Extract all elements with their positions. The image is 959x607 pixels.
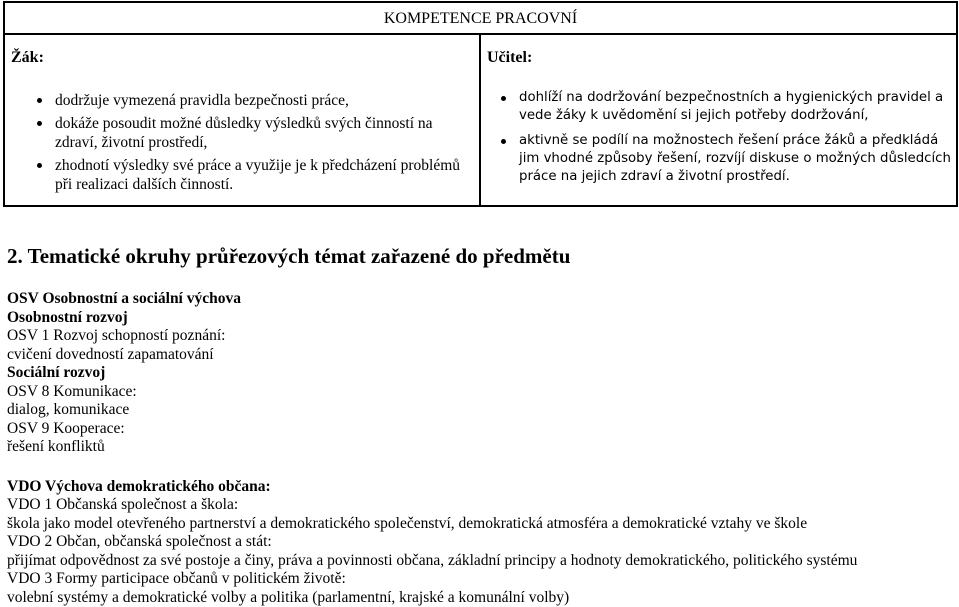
- list-item: dohlíží na dodržování bezpečnostních a hygienických pravidel a vede žáky k uvědomění si jejich potřeby dodržování,: [497, 89, 957, 125]
- list-item: dodržuje vymezená pravidla bezpečnosti práce,: [33, 91, 473, 110]
- list-item: zhodnotí výsledky své práce a využije je k předcházení problémů při realizaci dalších činností.: [33, 156, 473, 194]
- section-title: 2. Tematické okruhy průřezových témat zařazené do předmětu: [7, 243, 952, 269]
- list-item: aktivně se podílí na možnostech řešení práce žáků a předkládá jim vhodné způsoby řešení, rozvíjí diskuse o možných důsledcích práce na jejich zdraví a životní prostředí.: [497, 132, 957, 186]
- cross-curricular-section: [7, 243, 952, 607]
- osv-subheading: Sociální rozvoj: [7, 364, 952, 383]
- osv-line: OSV 8 Komunikace:: [7, 383, 952, 402]
- teacher-heading: Učitel:: [487, 49, 532, 67]
- osv-heading: OSV Osobnostní a sociální výchova: [7, 290, 952, 309]
- competence-table: [3, 1, 958, 207]
- student-heading: Žák:: [11, 49, 44, 67]
- table-title: KOMPETENCE PRACOVNÍ: [5, 3, 956, 35]
- vdo-line: škola jako model otevřeného partnerství a demokratického společenství, demokratická atmosféra a demokratické vztahy ve škole: [7, 515, 952, 534]
- vdo-line: VDO 1 Občanská společnost a škola:: [7, 496, 952, 515]
- student-column: [5, 35, 481, 205]
- vdo-line: přijímat odpovědnost za své postoje a činy, práva a povinnosti občana, základní principy a hodnoty demokratického, politického systému: [7, 552, 952, 571]
- osv-line: dialog, komunikace: [7, 401, 952, 420]
- list-item: dokáže posoudit možné důsledky výsledků svých činností na zdraví, životní prostředí,: [33, 114, 473, 152]
- vdo-line: VDO 2 Občan, občanská společnost a stát:: [7, 533, 952, 552]
- teacher-list: [497, 89, 957, 193]
- osv-line: řešení konfliktů: [7, 438, 952, 457]
- vdo-heading: VDO Výchova demokratického občana:: [7, 478, 952, 497]
- osv-line: cvičení dovedností zapamatování: [7, 346, 952, 365]
- osv-subheading: Osobnostní rozvoj: [7, 309, 952, 328]
- student-list: [33, 91, 473, 198]
- vdo-line: volební systémy a demokratické volby a politika (parlamentní, krajské a komunální volby): [7, 589, 952, 607]
- osv-line: OSV 9 Kooperace:: [7, 420, 952, 439]
- teacher-column: [481, 35, 956, 205]
- vdo-line: VDO 3 Formy participace občanů v politickém životě:: [7, 570, 952, 589]
- osv-line: OSV 1 Rozvoj schopností poznání:: [7, 327, 952, 346]
